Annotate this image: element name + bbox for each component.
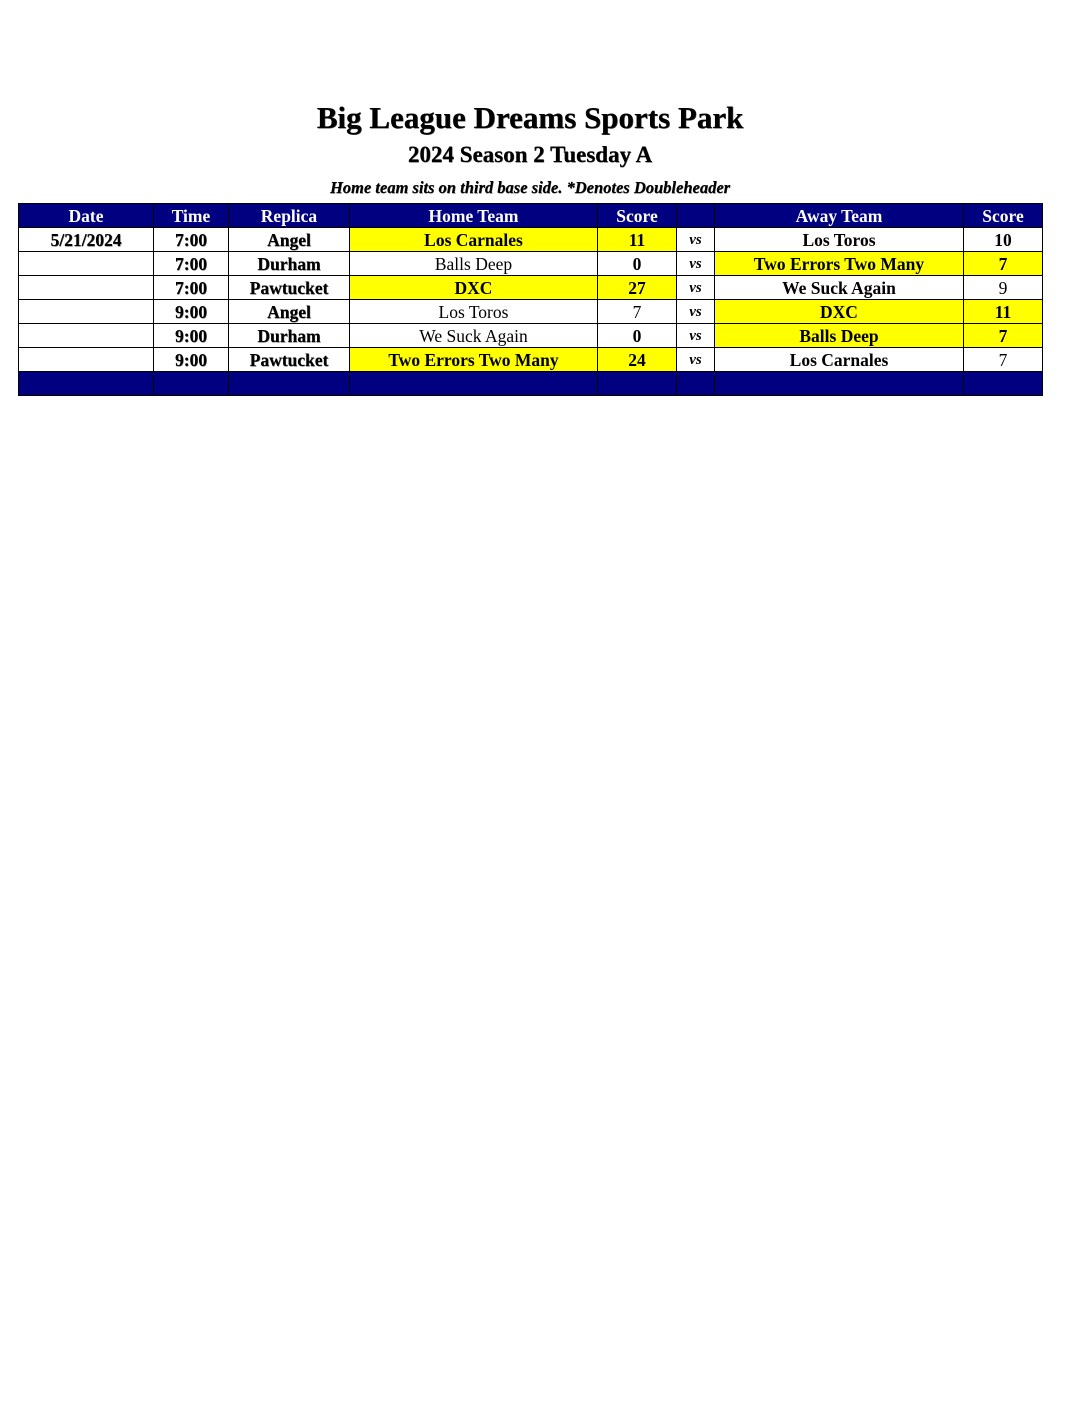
page-title: Big League Dreams Sports Park (316, 100, 744, 135)
column-header-away-score: Score (964, 204, 1043, 228)
column-header-away-team: Away Team (715, 204, 964, 228)
away-score-cell: 7 (964, 324, 1043, 348)
date-cell (19, 276, 154, 300)
home-team-cell: We Suck Again (350, 324, 598, 348)
home-team-cell: Los Toros (350, 300, 598, 324)
table-row (19, 276, 1043, 300)
home-score-cell: 7 (598, 300, 677, 324)
home-team-cell: Balls Deep (350, 252, 598, 276)
table-row (19, 228, 1043, 252)
time-cell: 7:00 (154, 228, 229, 252)
footer-cell (715, 372, 964, 396)
away-team-cell: Two Errors Two Many (715, 252, 964, 276)
footer-cell (19, 372, 154, 396)
page-subtitle: 2024 Season 2 Tuesday A (407, 142, 653, 167)
away-team-cell: DXC (715, 300, 964, 324)
date-cell: 5/21/2024 (19, 228, 154, 252)
column-header-vs (677, 204, 715, 228)
column-header-home-score: Score (598, 204, 677, 228)
footer-cell (154, 372, 229, 396)
away-score-cell: 7 (964, 252, 1043, 276)
time-cell: 7:00 (154, 276, 229, 300)
time-cell: 9:00 (154, 348, 229, 372)
home-score-cell: 11 (598, 228, 677, 252)
replica-cell: Angel (229, 300, 350, 324)
date-cell (19, 300, 154, 324)
home-team-cell: DXC (350, 276, 598, 300)
replica-cell: Angel (229, 228, 350, 252)
replica-cell: Durham (229, 252, 350, 276)
home-score-cell: 27 (598, 276, 677, 300)
page-note: Home team sits on third base side. *Denotes Doubleheader (329, 178, 731, 197)
home-score-cell: 0 (598, 324, 677, 348)
footer-cell (229, 372, 350, 396)
table-footer-row (19, 372, 1043, 396)
column-header-home-team: Home Team (350, 204, 598, 228)
away-score-cell: 9 (964, 276, 1043, 300)
column-header-time: Time (154, 204, 229, 228)
vs-cell: vs (677, 300, 715, 324)
replica-cell: Pawtucket (229, 276, 350, 300)
table-row (19, 252, 1043, 276)
table-row (19, 324, 1043, 348)
home-score-cell: 0 (598, 252, 677, 276)
date-cell (19, 348, 154, 372)
vs-cell: vs (677, 252, 715, 276)
time-cell: 9:00 (154, 324, 229, 348)
away-score-cell: 7 (964, 348, 1043, 372)
footer-cell (964, 372, 1043, 396)
replica-cell: Pawtucket (229, 348, 350, 372)
away-team-cell: Los Carnales (715, 348, 964, 372)
time-cell: 9:00 (154, 300, 229, 324)
vs-cell: vs (677, 276, 715, 300)
date-cell (19, 252, 154, 276)
table-row (19, 300, 1043, 324)
table-row (19, 348, 1043, 372)
footer-cell (598, 372, 677, 396)
home-team-cell: Two Errors Two Many (350, 348, 598, 372)
away-team-cell: Los Toros (715, 228, 964, 252)
date-cell (19, 324, 154, 348)
vs-cell: vs (677, 324, 715, 348)
replica-cell: Durham (229, 324, 350, 348)
vs-cell: vs (677, 348, 715, 372)
home-team-cell: Los Carnales (350, 228, 598, 252)
column-header-date: Date (19, 204, 154, 228)
footer-cell (677, 372, 715, 396)
home-score-cell: 24 (598, 348, 677, 372)
footer-cell (350, 372, 598, 396)
away-score-cell: 10 (964, 228, 1043, 252)
column-header-replica: Replica (229, 204, 350, 228)
vs-cell: vs (677, 228, 715, 252)
schedule-table (18, 203, 1043, 396)
away-team-cell: Balls Deep (715, 324, 964, 348)
away-score-cell: 11 (964, 300, 1043, 324)
time-cell: 7:00 (154, 252, 229, 276)
table-header-row (19, 204, 1043, 228)
away-team-cell: We Suck Again (715, 276, 964, 300)
